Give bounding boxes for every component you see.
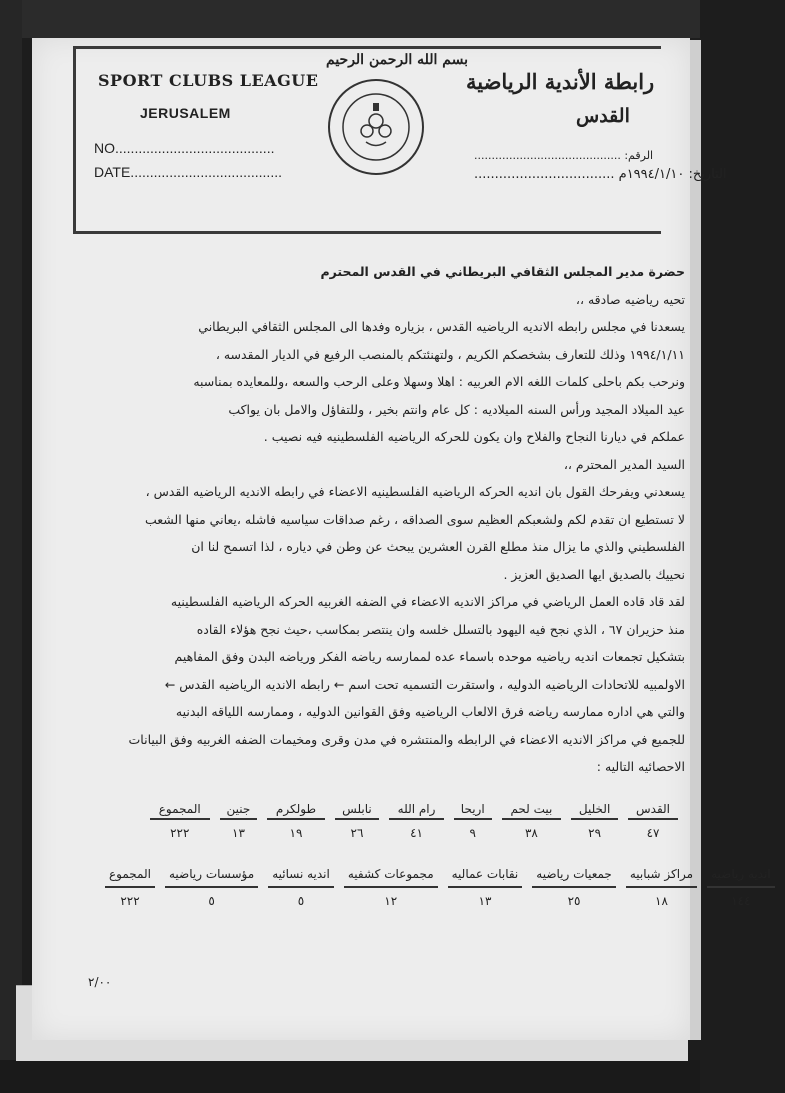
table-cell: ٢٢٢ <box>120 894 140 908</box>
table-header: انديه نسائيه <box>268 862 334 888</box>
league-english-title: SPORT CLUBS LEAGUE <box>98 71 319 90</box>
league-english-city: JERUSALEM <box>140 105 231 121</box>
table-header: انديه رياضيه <box>707 862 775 888</box>
body-line: والتي هي اداره ممارسه رياضه فرق الالعاب الرياضيه وفق القوانين الدوليه ، وممارسه اللياقه البدنيه <box>175 704 685 719</box>
body-line: الفلسطيني والذي ما يزال منذ مطلع القرن العشرين يبحث عن وطن في دياره ، لذا اتسمح لنا ان <box>191 539 685 554</box>
table-cell: ١٨ <box>655 894 668 908</box>
table-header: نقابات عماليه <box>448 862 523 888</box>
body-line: عملكم في ديارنا النجاح والفلاح وان يكون للحركه الرياضيه الفلسطينيه فيه نصيب . <box>263 429 685 444</box>
table-cell: ١٩ <box>289 826 303 840</box>
body-line: تحيه رياضيه صادقه ،، <box>575 291 685 307</box>
arabic-reference-field: الرقم: .......................................... <box>474 149 654 162</box>
arabic-date-field: التاريخ: ١٩٩٤/١/١٠م .................................. <box>474 167 727 182</box>
table-header: اريحا <box>454 800 492 820</box>
body-line: ونرحب بكم باحلى كلمات اللغه الام العربيه : اهلا وسهلا وعلى الرحب والسعه ،وللمعايده بمناسبه <box>193 374 685 389</box>
page-number: ٢/٠٠ <box>88 975 112 989</box>
statistics-table-by-city <box>140 800 688 846</box>
statistics-table-by-type <box>95 862 785 914</box>
table-header: الخليل <box>571 800 618 820</box>
table-cell: ٤٧ <box>646 826 660 840</box>
body-line: يسعدني ويفرحك القول بان انديه الحركه الرياضيه الفلسطينيه الاعضاء في رابطه الانديه الرياضيه القدس ، <box>145 484 685 499</box>
table-cell: ١٣ <box>478 894 492 908</box>
table-cell: ١٣ <box>232 826 245 840</box>
table-cell: ٥ <box>297 894 305 908</box>
scanner-background-top <box>0 0 700 38</box>
letterhead <box>73 46 727 234</box>
table-header: المجموع <box>105 862 155 888</box>
table-header: نابلس <box>335 800 380 820</box>
body-line: السيد المدير المحترم ،، <box>563 456 685 472</box>
table-cell: ٤١ <box>410 826 423 840</box>
table-cell: ١٤٤ <box>731 894 751 908</box>
date-field: DATE....................................... <box>94 164 282 180</box>
letter-body <box>80 258 685 781</box>
league-arabic-city: القدس <box>576 105 630 127</box>
body-line: عيد الميلاد المجيد ورأس السنه الميلاديه : كل عام وانتم بخير ، وللتفاؤل والامل بان يواكب <box>228 401 685 417</box>
table-header: مجموعات كشفيه <box>344 862 438 888</box>
table-header: القدس <box>628 800 678 820</box>
table-header: جنين <box>220 800 258 820</box>
reference-number-field: NO......................................... <box>94 140 275 156</box>
scanner-background-left <box>0 0 22 1093</box>
body-line: منذ حزيران ٦٧ ، الذي نجح فيه اليهود بالتسلل خلسه وان ينتصر بمكاسب ،حيث نجح هؤلاء القاده <box>196 621 685 637</box>
body-line: بتشكيل تجمعات انديه رياضيه موحده باسماء عده لممارسه رياضه الفكر ورياضه البدن وفق المفاهيم <box>174 649 685 664</box>
table-cell: ٣٨ <box>524 826 538 840</box>
league-seal-icon <box>326 77 426 177</box>
table-cell: ٢٢٢ <box>170 826 190 840</box>
league-arabic-title: رابطة الأندية الرياضية <box>466 69 655 94</box>
body-line: لا تستطيع ان تقدم لكم ولشعبكم العظيم سوى الصداقه ، رغم صداقات سياسيه فاشله ،يعاني منها الشعب <box>144 511 685 527</box>
table-header: مؤسسات رياضيه <box>165 862 258 888</box>
basmala-heading: بسم الله الرحمن الرحيم <box>326 52 468 68</box>
table-header: مراكز شبابيه <box>626 862 697 888</box>
table-header: جمعيات رياضيه <box>532 862 616 888</box>
table-cell: ٢٦ <box>350 826 364 840</box>
table-cell: ٢٩ <box>588 826 602 840</box>
body-line: ١٩٩٤/١/١١ وذلك للتعارف بشخصكم الكريم ، ولتهنئتكم بالمنصب الرفيع في الديار المقدسه ، <box>215 346 685 362</box>
table-header: طولكرم <box>267 800 324 820</box>
body-line: يسعدنا في مجلس رابطه الانديه الرياضيه القدس ، بزياره وفدها الى المجلس الثقافي البريطاني <box>198 319 685 334</box>
scanner-background-bottom <box>0 1060 700 1093</box>
table-cell: ٢٥ <box>567 894 581 908</box>
table-cell: ٩ <box>469 826 476 840</box>
salutation-line: حضرة مدير المجلس الثقافي البريطاني في القدس المحترم <box>320 264 685 279</box>
table-header: رام الله <box>389 800 443 820</box>
table-cell: ١٢ <box>384 894 398 908</box>
body-line: لقد قاد قاده العمل الرياضي في مراكز الانديه الاعضاء في الضفه الغربيه الحركه الرياضيه الفلسطينيه <box>170 594 685 609</box>
body-line: للجميع في مراكز الانديه الاعضاء في الرابطه والمنتشره في مدن وقرى ومخيمات الضفه الغربيه وفق البيانات <box>128 731 685 747</box>
table-header: بيت لحم <box>502 800 561 820</box>
body-line: نحييك بالصديق ايها الصديق العزيز . <box>503 566 685 582</box>
table-header: المجموع <box>150 800 210 820</box>
body-line: الاحصائيه التاليه : <box>596 759 685 774</box>
body-line: الاولمبيه للاتحادات الرياضيه الدوليه ، واستقرت التسميه تحت اسم ← رابطه الانديه الرياضيه القدس ← <box>164 676 685 692</box>
table-cell: ٥ <box>208 894 215 908</box>
